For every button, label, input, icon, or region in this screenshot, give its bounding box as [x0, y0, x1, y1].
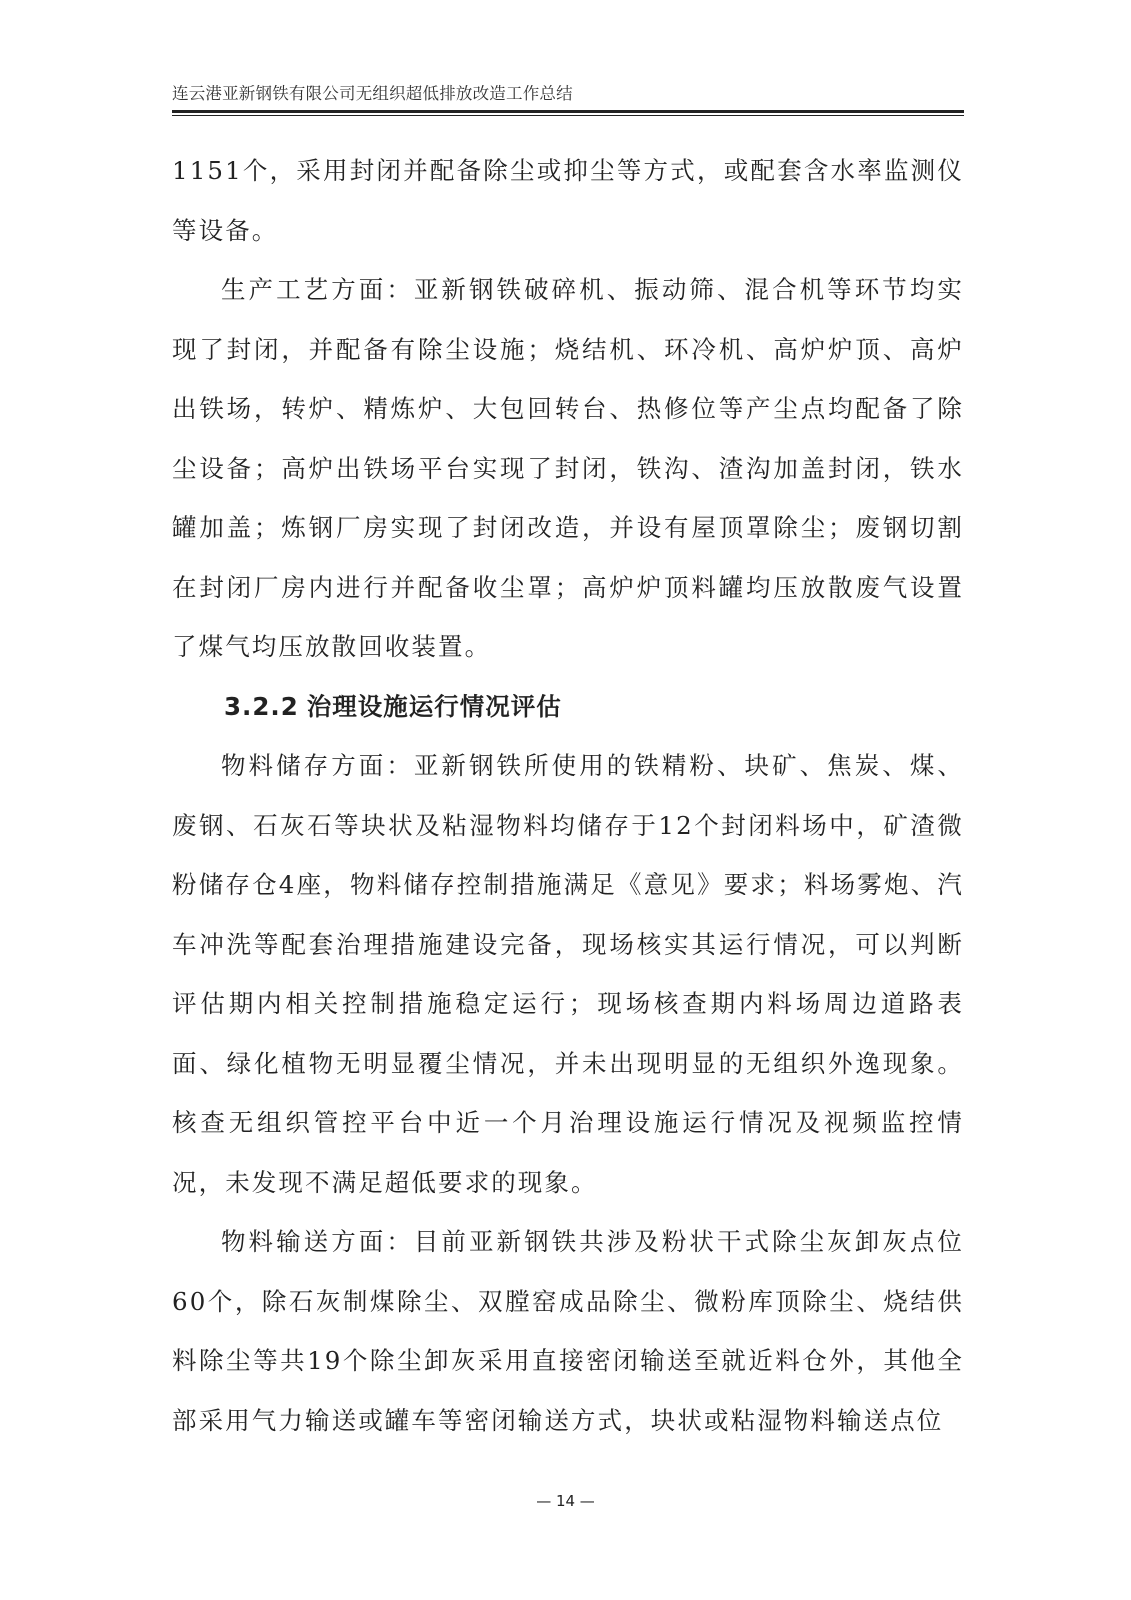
section-heading [172, 677, 964, 737]
header-rule-thick [172, 110, 964, 113]
running-header: 连云港亚新钢铁有限公司无组织超低排放改造工作总结 [172, 84, 573, 103]
header-rule-thin [172, 115, 964, 116]
paragraph-material-transport: 物料输送方面：目前亚新钢铁共涉及粉状干式除尘灰卸灰点位60个，除石灰制煤除尘、双膛窑成品除尘、微粉库顶除尘、烧结供料除尘等共19个除尘卸灰采用直接密闭输送至就近料仓外，其他全部采用气力输送或罐车等密闭输送方式，块状或粘湿物料输送点位 [172, 1227, 964, 1435]
page-body [172, 141, 964, 1450]
section-number: 3.2.2 [224, 691, 299, 721]
section-title: 治理设施运行情况评估 [306, 691, 562, 721]
paragraph-continued: 1151个，采用封闭并配备除尘或抑尘等方式，或配套含水率监测仪等设备。 [172, 156, 964, 245]
page-number: — 14 — [536, 1492, 595, 1510]
paragraph-production-process: 生产工艺方面：亚新钢铁破碎机、振动筛、混合机等环节均实现了封闭，并配备有除尘设施；烧结机、环冷机、高炉炉顶、高炉出铁场，转炉、精炼炉、大包回转台、热修位等产尘点均配备了除尘设备；高炉出铁场平台实现了封闭，铁沟、渣沟加盖封闭，铁水罐加盖；炼钢厂房实现了封闭改造，并设有屋顶罩除尘；废钢切割在封闭厂房内进行并配备收尘罩；高炉炉顶料罐均压放散废气设置了煤气均压放散回收装置。 [172, 275, 964, 661]
paragraph-material-storage: 物料储存方面：亚新钢铁所使用的铁精粉、块矿、焦炭、煤、废钢、石灰石等块状及粘湿物料均储存于12个封闭料场中，矿渣微粉储存仓4座，物料储存控制措施满足《意见》要求；料场雾炮、汽车冲洗等配套治理措施建设完备，现场核实其运行情况，可以判断评估期内相关控制措施稳定运行；现场核查期内料场周边道路表面、绿化植物无明显覆尘情况，并未出现明显的无组织外逸现象。核查无组织管控平台中近一个月治理设施运行情况及视频监控情况，未发现不满足超低要求的现象。 [172, 751, 964, 1197]
